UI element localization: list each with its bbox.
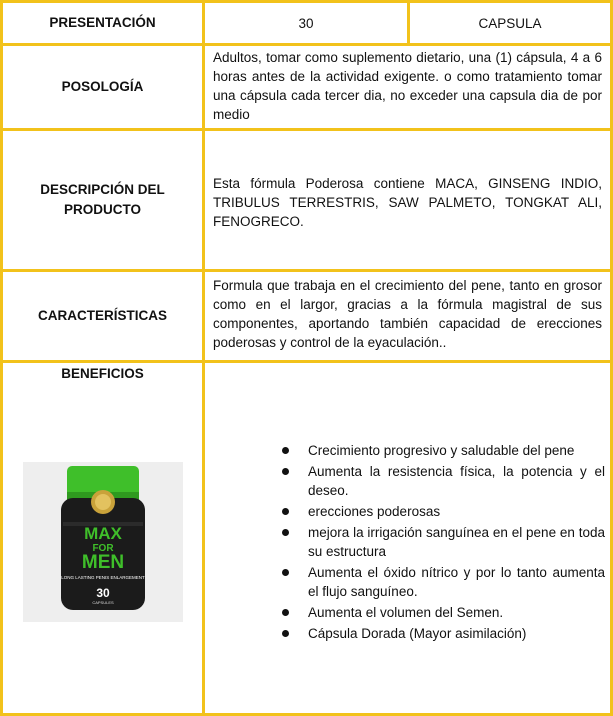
presentation-quantity: 30 bbox=[298, 15, 314, 31]
bottle-brand-line1: MAX bbox=[84, 524, 122, 543]
list-item bbox=[280, 624, 605, 643]
bullet-icon bbox=[282, 468, 289, 475]
list-item bbox=[280, 441, 605, 460]
description-text: Esta fórmula Poderosa contiene MACA, GINSENG INDIO, TRIBULUS TERRESTRIS, SAW PALMETO, TONGKAT ALI, FENOGRECO. bbox=[213, 176, 602, 229]
dosage-text: Adultos, tomar como suplemento dietario, una (1) cápsula, 4 a 6 horas antes de la actividad exigente. o como tratamiento tomar una cápsula cada tercer dia, no exceder una capsula dia de por medio bbox=[213, 50, 602, 122]
bottle-count: 30 bbox=[96, 586, 110, 600]
benefit-text: Cápsula Dorada (Mayor asimilación) bbox=[308, 626, 527, 641]
benefits-list bbox=[280, 441, 605, 643]
benefits-list-container bbox=[280, 441, 605, 645]
table-divider bbox=[0, 360, 613, 363]
presentation-unit: CAPSULA bbox=[478, 15, 542, 31]
bullet-icon bbox=[282, 529, 289, 536]
presentation-label: PRESENTACIÓN bbox=[49, 15, 156, 30]
bullet-icon bbox=[282, 630, 289, 637]
product-photo bbox=[23, 462, 183, 622]
benefit-text: mejora la irrigación sanguínea en el pene en toda su estructura bbox=[308, 525, 605, 559]
benefit-text: Aumenta la resistencia física, la potencia y el deseo. bbox=[308, 464, 605, 498]
bullet-icon bbox=[282, 508, 289, 515]
list-item bbox=[280, 523, 605, 561]
list-item bbox=[280, 563, 605, 601]
bottle-count-unit: CAPSULES bbox=[92, 600, 114, 605]
supplement-bottle-icon bbox=[23, 462, 183, 622]
bullet-icon bbox=[282, 609, 289, 616]
bullet-icon bbox=[282, 447, 289, 454]
list-item bbox=[280, 603, 605, 622]
list-item bbox=[280, 462, 605, 500]
benefit-text: Aumenta el óxido nítrico y por lo tanto aumenta el flujo sanguíneo. bbox=[308, 565, 605, 599]
description-label: DESCRIPCIÓN DEL PRODUCTO bbox=[40, 182, 165, 217]
features-text: Formula que trabaja en el crecimiento del pene, tanto en grosor como en el largor, gracias a la fórmula magistral de sus componentes, aportando también capacidad de erecciones poderosas y control de la eyaculación.. bbox=[213, 278, 602, 350]
bullet-icon bbox=[282, 569, 289, 576]
list-item bbox=[280, 502, 605, 521]
bottle-tagline: LONG LASTING PENIS ENLARGEMENT bbox=[61, 575, 145, 580]
benefit-text: erecciones poderosas bbox=[308, 504, 441, 519]
benefits-label: BENEFICIOS bbox=[61, 366, 144, 381]
features-label: CARACTERÍSTICAS bbox=[37, 308, 167, 323]
dosage-label: POSOLOGÍA bbox=[61, 79, 144, 94]
benefit-text: Crecimiento progresivo y saludable del pene bbox=[308, 443, 575, 458]
bottle-brand-line3: MEN bbox=[81, 552, 125, 573]
bottle-brand-line2: FOR bbox=[92, 543, 114, 554]
benefit-text: Aumenta el volumen del Semen. bbox=[308, 605, 504, 620]
